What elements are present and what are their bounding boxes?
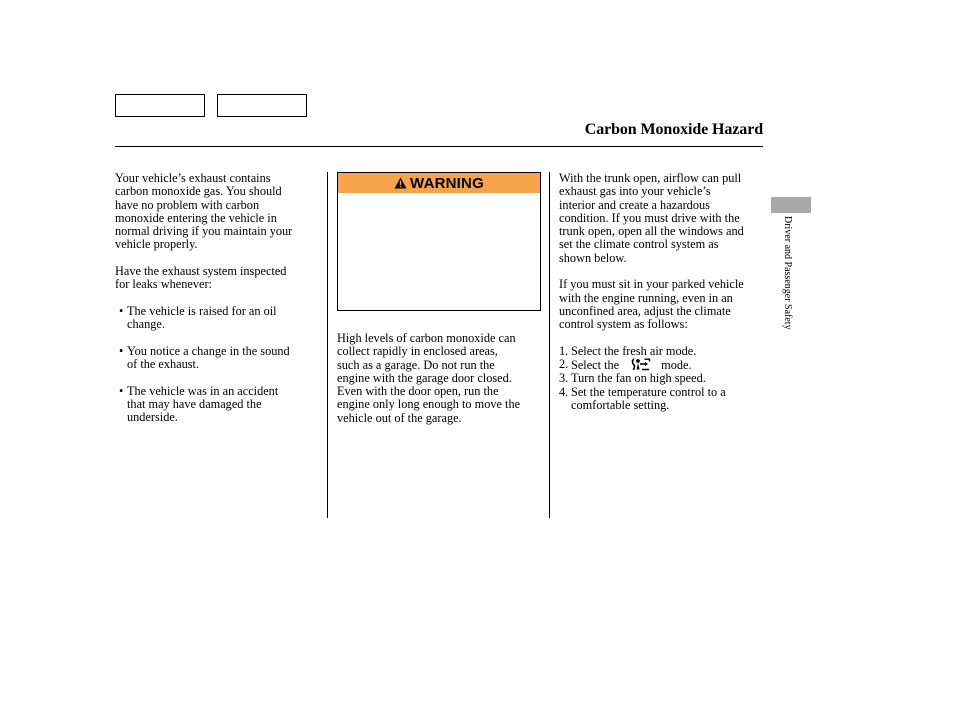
warning-label: WARNING bbox=[410, 174, 484, 192]
bullet-dot-icon: • bbox=[119, 383, 124, 398]
text-line: shown below. bbox=[559, 250, 627, 265]
text-line: for leaks whenever: bbox=[115, 277, 212, 292]
text-line: carbon monoxide gas. You should bbox=[115, 184, 282, 199]
text-line: Turn the fan on high speed. bbox=[571, 371, 706, 386]
step-number: 2. bbox=[559, 357, 569, 372]
step-text-before: Select the bbox=[571, 358, 620, 373]
text-line: With the trunk open, airflow can pull bbox=[559, 171, 742, 185]
middle-column bbox=[337, 332, 542, 425]
column-divider bbox=[549, 172, 550, 518]
text-line: exhaust gas into your vehicle’s bbox=[559, 184, 711, 199]
text-line: Set the temperature control to a bbox=[571, 384, 726, 399]
vent-mode-icon bbox=[629, 358, 651, 371]
text-line: control system as follows: bbox=[559, 317, 688, 332]
step-text-after: mode. bbox=[661, 358, 692, 373]
text-line: If you must sit in your parked vehicle bbox=[559, 277, 744, 292]
text-line: Select the fresh air mode. bbox=[571, 343, 697, 358]
text-line: engine with the garage door closed. bbox=[337, 370, 512, 385]
text-line: Even with the door open, run the bbox=[337, 384, 499, 399]
step-item bbox=[559, 345, 764, 358]
bullet-item bbox=[115, 305, 320, 332]
text-line: You notice a change in the sound bbox=[127, 343, 290, 358]
left-column bbox=[115, 172, 320, 425]
text-line: collect rapidly in enclosed areas, bbox=[337, 344, 498, 359]
step-item bbox=[559, 358, 764, 372]
text-line: monoxide entering the vehicle in bbox=[115, 210, 277, 225]
text-line: vehicle properly. bbox=[115, 237, 198, 252]
step-item bbox=[559, 386, 764, 413]
warning-triangle-icon bbox=[394, 177, 407, 189]
step-number: 3. bbox=[559, 371, 569, 386]
nav-button-next[interactable] bbox=[217, 94, 307, 117]
text-line: The vehicle is raised for an oil bbox=[127, 303, 277, 318]
text-line: engine only long enough to move the bbox=[337, 397, 521, 412]
text-line: comfortable setting. bbox=[571, 398, 670, 413]
parked-paragraph bbox=[559, 278, 764, 331]
trunk-paragraph bbox=[559, 172, 764, 265]
text-line: change. bbox=[127, 317, 165, 332]
text-line: that may have damaged the bbox=[127, 397, 262, 412]
text-line: unconfined area, adjust the climate bbox=[559, 303, 731, 318]
intro-paragraph bbox=[115, 172, 320, 252]
bullet-dot-icon: • bbox=[119, 303, 124, 318]
column-divider bbox=[327, 172, 328, 518]
nav-button-previous[interactable] bbox=[115, 94, 205, 117]
page-title: Carbon Monoxide Hazard bbox=[584, 121, 763, 138]
step-item bbox=[559, 372, 764, 385]
text-line bbox=[571, 358, 764, 372]
text-line: normal driving if you maintain your bbox=[115, 224, 293, 239]
text-line: trunk open, open all the windows and bbox=[559, 224, 744, 239]
text-line: interior and create a hazardous bbox=[559, 197, 710, 212]
warning-box bbox=[337, 172, 541, 311]
bullet-item bbox=[115, 345, 320, 372]
text-line: Have the exhaust system inspected bbox=[115, 264, 287, 279]
step-number: 1. bbox=[559, 343, 569, 358]
carbon-monoxide-paragraph bbox=[337, 332, 542, 425]
text-line: such as a garage. Do not run the bbox=[337, 357, 495, 372]
text-line: Your vehicle’s exhaust contains bbox=[115, 171, 271, 185]
text-line: The vehicle was in an accident bbox=[127, 383, 279, 398]
warning-header bbox=[338, 173, 540, 193]
text-line: with the engine running, even in an bbox=[559, 290, 733, 305]
text-line: set the climate control system as bbox=[559, 237, 719, 252]
text-line: underside. bbox=[127, 410, 178, 425]
step-number: 4. bbox=[559, 384, 569, 399]
inspect-paragraph bbox=[115, 265, 320, 292]
bullet-dot-icon: • bbox=[119, 343, 124, 358]
bullet-item bbox=[115, 385, 320, 425]
title-rule bbox=[115, 146, 763, 147]
text-line: of the exhaust. bbox=[127, 357, 200, 372]
right-column bbox=[559, 172, 764, 412]
text-line: have no problem with carbon bbox=[115, 197, 260, 212]
text-line: vehicle out of the garage. bbox=[337, 410, 462, 425]
text-line: High levels of carbon monoxide can bbox=[337, 331, 516, 345]
section-tab bbox=[771, 197, 811, 213]
text-line: condition. If you must drive with the bbox=[559, 210, 740, 225]
section-side-label: Driver and Passenger Safety bbox=[782, 216, 793, 330]
